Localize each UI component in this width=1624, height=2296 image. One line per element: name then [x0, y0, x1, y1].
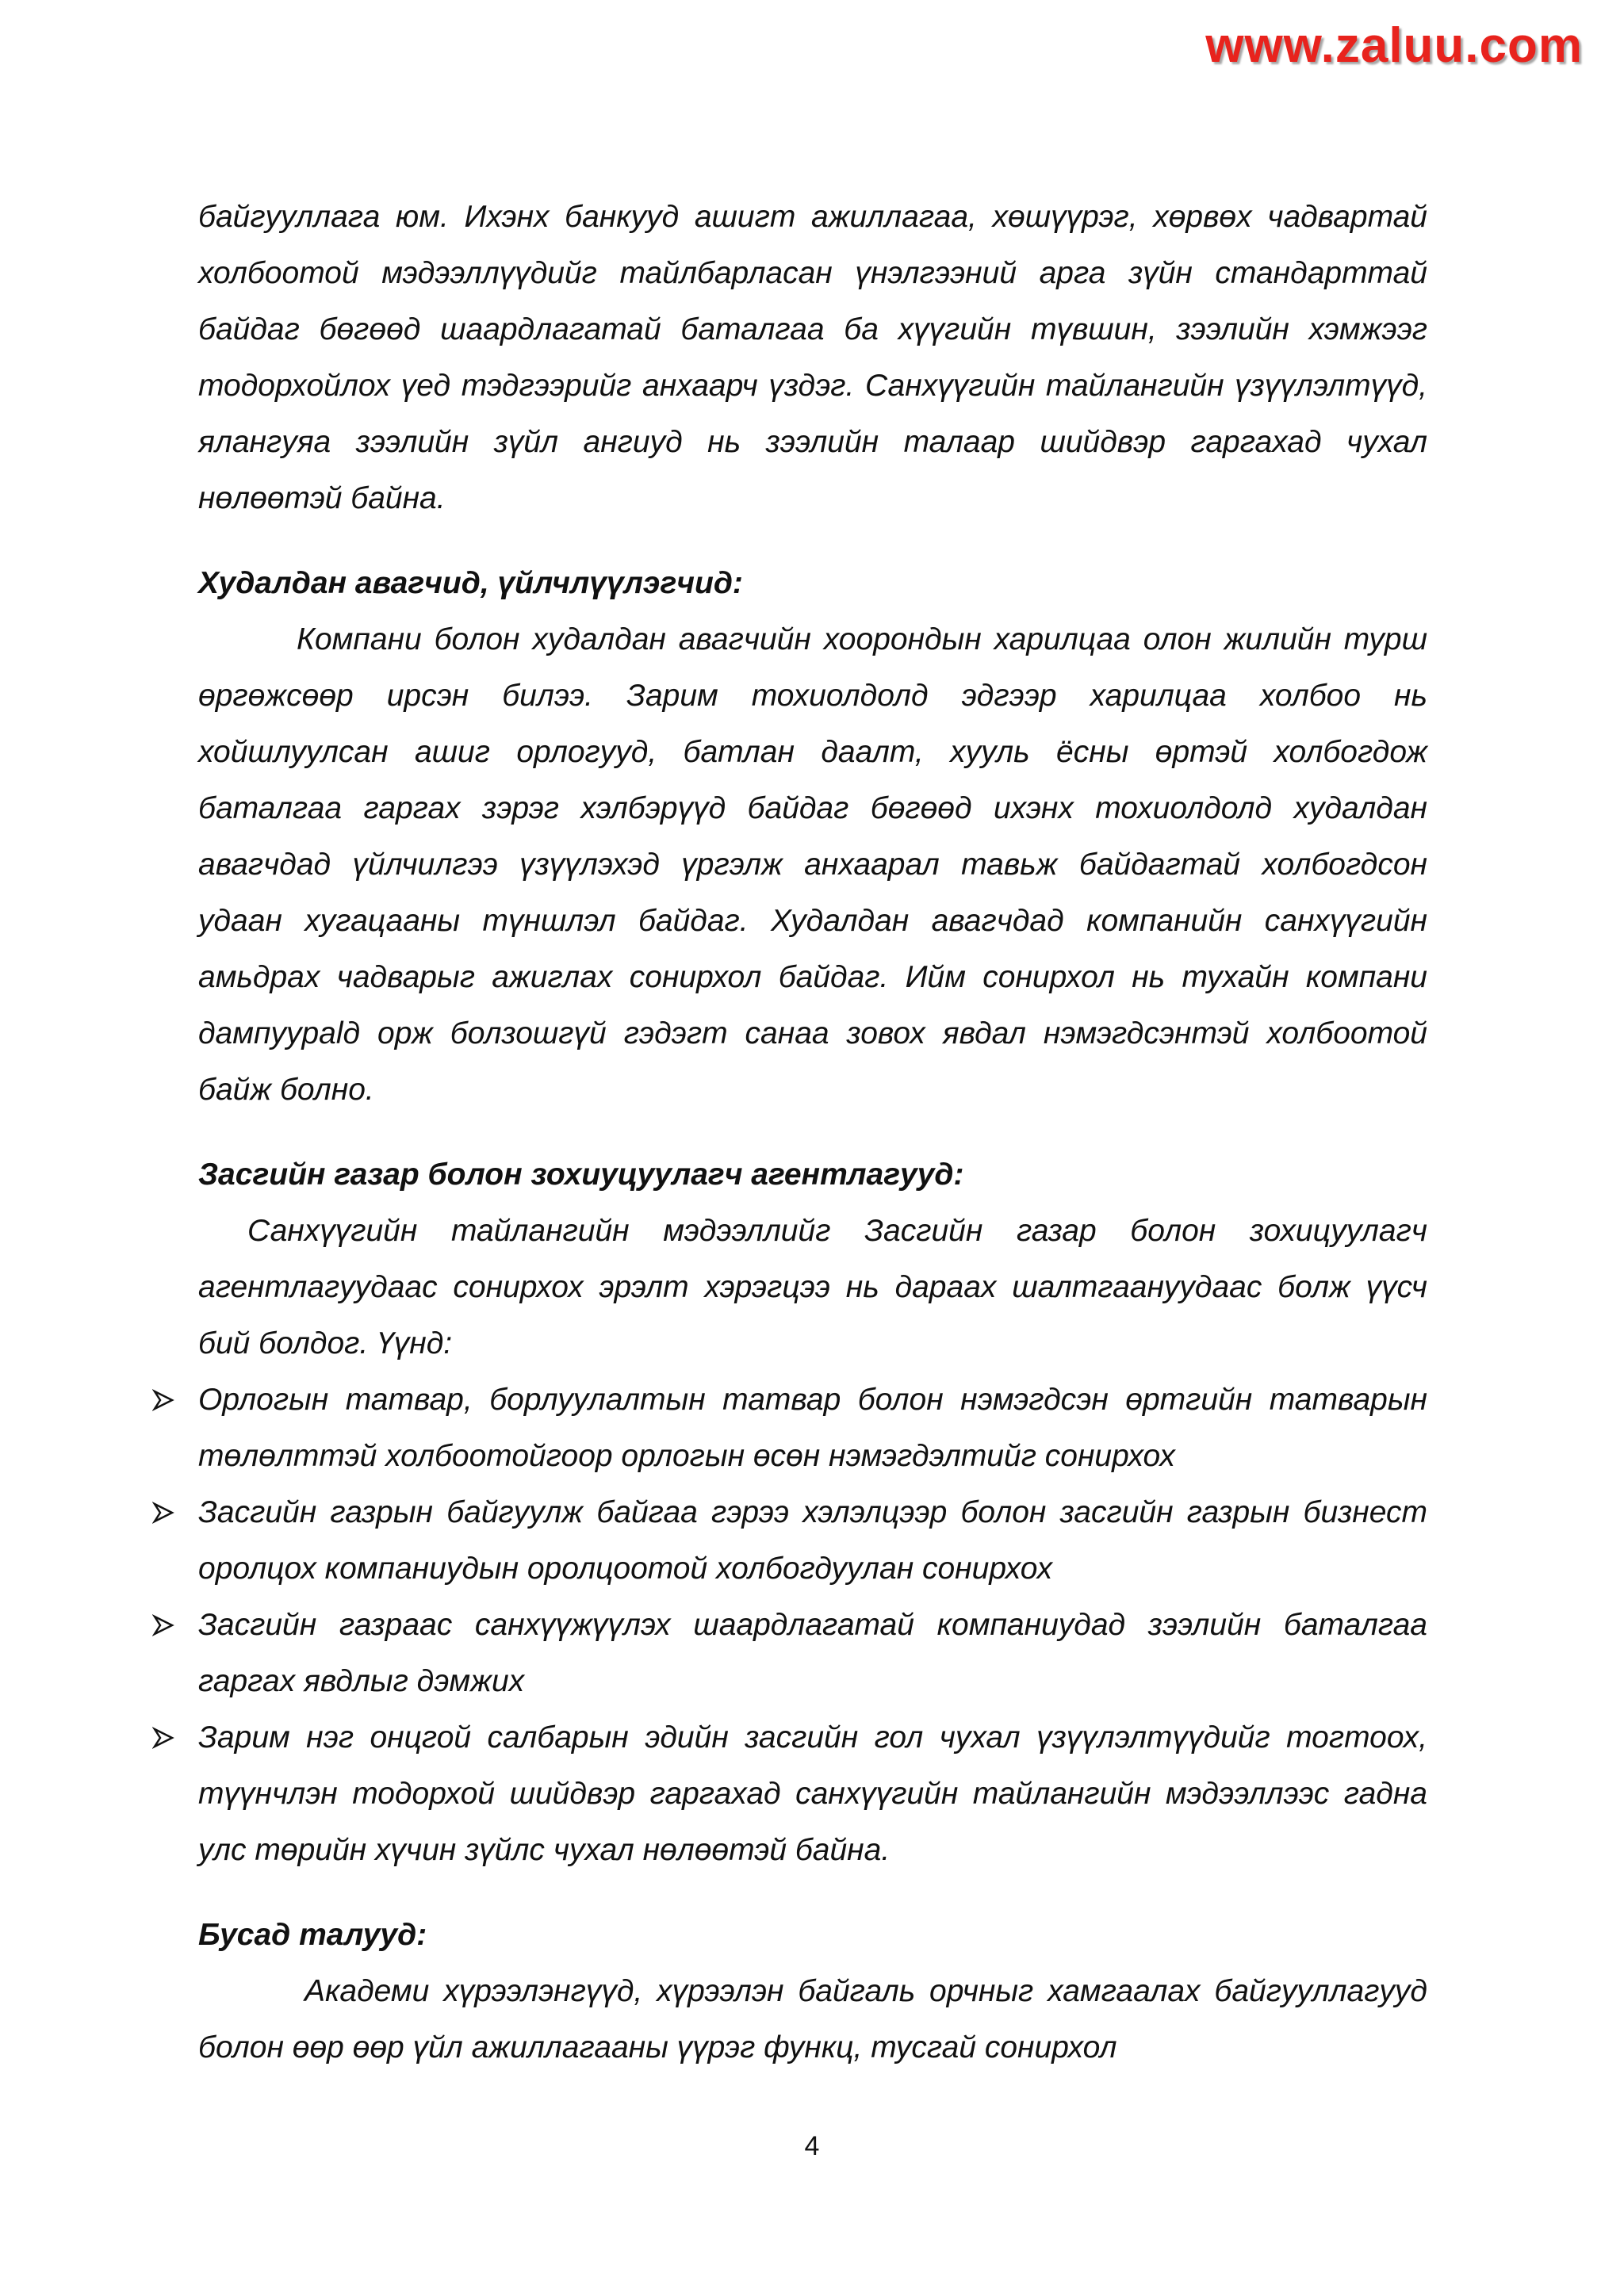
arrowhead-bullet-icon	[149, 1372, 178, 1428]
paragraph-banks: байгууллага юм. Ихэнх банкууд ашигт ажиллагаа, хөшүүрэг, хөрвөх чадвартай холбоотой мэдээллүүдийг тайлбарласан үнэлгээний арга зүйн стандарттай байдаг бөгөөд шаардлагатай баталгаа ба хүүгийн түвшин, зээлийн хэмжээг тодорхойлох үед тэдгээрийг анхаарч үздэг. Санхүүгийн тайлангийн үзүүлэлтүүд, ялангуяа зээлийн зүйл ангиуд нь зээлийн талаар шийдвэр гаргахад чухал нөлөөтэй байна.	[198, 200, 1427, 515]
paragraph-government: Санхүүгийн тайлангийн мэдээллийг Засгийн газар болон зохицуулагч агентлагуудаас сонирхох эрэлт хэрэгцээ нь дараах шалтгаануудаас болж үүсч бий болдог. Үүнд:	[198, 1214, 1427, 1360]
list-item-text: Засгийн газрын байгуулж байгаа гэрээ хэлэлцээр болон засгийн газрын бизнест оролцох компаниудын оролцоотой холбогдуулан сонирхох	[198, 1495, 1427, 1586]
arrowhead-bullet-icon	[149, 1597, 178, 1653]
paragraph-other-parties: Академи хүрээлэнгүүд, хүрээлэн байгаль орчныг хамгаалах байгууллагууд болон өөр өөр үйл ажиллагааны үүрэг функц, тусгай сонирхол	[198, 1974, 1427, 2064]
heading-other-parties: Бусад талууд:	[198, 1918, 427, 1952]
arrowhead-bullet-icon	[149, 1484, 178, 1540]
heading-customers: Худалдан авагчид, үйлчлүүлэгчид:	[198, 566, 743, 600]
list-item-text: Зарим нэг онцгой салбарын эдийн засгийн гол чухал үзүүлэлтүүдийг тогтоох, түүнчлэн тодорхой шийдвэр гаргахад санхүүгийн тайлангийн мэдээллээс гадна улс төрийн хүчин зүйлс чухал нөлөөтэй байна.	[198, 1720, 1427, 1867]
government-interest-list	[198, 1372, 1427, 1878]
list-item	[198, 1484, 1427, 1597]
list-item-text: Засгийн газраас санхүүжүүлэх шаардлагатай компаниудад зээлийн баталгаа гаргах явдлыг дэмжих	[198, 1608, 1427, 1698]
paragraph-customers: Компани болон худалдан авагчийн хоорондын харилцаа олон жилийн турш өргөжсөөр ирсэн билээ. Зарим тохиолдолд эдгээр харилцаа холбоо нь хойшлуулсан ашиг орлогууд, батлан даалт, хууль ёсны өртэй холбогдож баталгаа гаргах зэрэг хэлбэрүүд байдаг бөгөөд ихэнх тохиолдолд худалдан авагчдад үйлчилгээ үзүүлэхэд үргэлж анхаарал тавьж байдагтай холбогдсон удаан хугацааны түншлэл байдаг. Худалдан авагчдад компанийн санхүүгийн амьдрах чадварыг ажиглах сонирхол байдаг. Ийм сонирхол нь тухайн компани дампуурalд орж болзошгүй гэдэгт санаа зовох явдал нэмэгдсэнтэй холбоотой байж болно.	[198, 622, 1427, 1107]
heading-government: Засгийн газар болон зохиуцуулагч агентлагууд:	[198, 1158, 964, 1192]
list-item	[198, 1372, 1427, 1484]
list-item-text: Орлогын татвар, борлуулалтын татвар болон нэмэгдсэн өртгийн татварын төлөлттэй холбоотойгоор орлогын өсөн нэмэгдэлтийг сонирхох	[198, 1383, 1427, 1473]
site-watermark: www.zaluu.com	[1205, 18, 1583, 73]
arrowhead-bullet-icon	[149, 1709, 178, 1766]
page-number: 4	[804, 2131, 820, 2161]
list-item	[198, 1597, 1427, 1709]
list-item	[198, 1709, 1427, 1878]
document-body	[198, 189, 1427, 2076]
